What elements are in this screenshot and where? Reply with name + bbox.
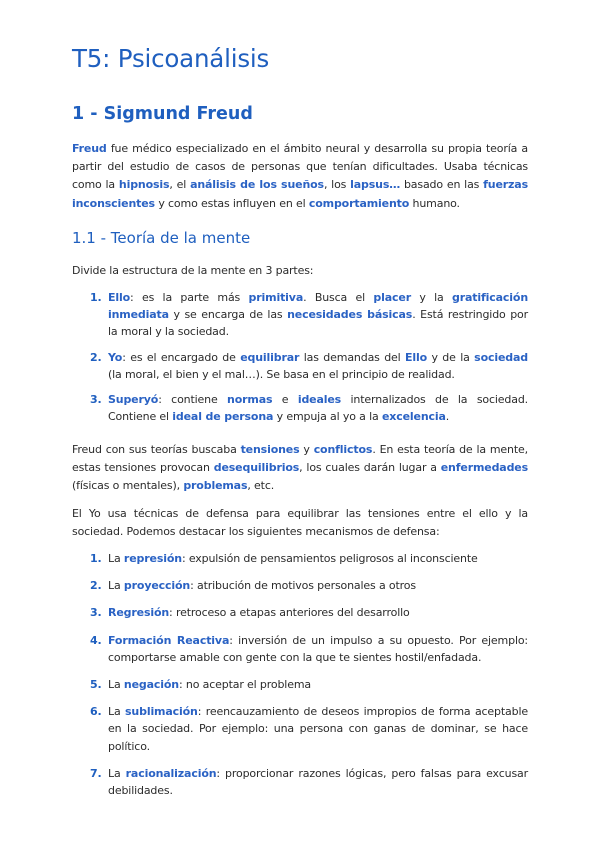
item-text: : contiene <box>158 393 228 407</box>
list-number: 2. <box>90 579 102 593</box>
term-problemas: problemas <box>183 479 248 493</box>
intro-text: basado en las <box>400 178 484 192</box>
item-text: e <box>272 393 298 407</box>
term-desequilibrios: desequilibrios <box>213 461 300 475</box>
list-item <box>72 577 528 594</box>
divide-paragraph: Divide la estructura de la mente en 3 partes: <box>72 264 314 277</box>
highlighted-term: Formación Reactiva <box>108 633 230 647</box>
list-number: 6. <box>90 705 102 719</box>
highlighted-term: ideal de persona <box>172 410 274 424</box>
term-enfermedades: enfermedades <box>440 461 529 475</box>
list-number: 4. <box>90 633 102 647</box>
term-lapsus: lapsus… <box>350 178 401 192</box>
highlighted-term: Regresión <box>108 606 170 620</box>
tension-text: (físicas o mentales), <box>72 479 184 493</box>
highlighted-term: Yo <box>108 350 123 364</box>
intro-text: y como estas influyen en el <box>154 196 309 210</box>
section-heading-sigmund-freud: 1 - Sigmund Freud <box>72 104 253 124</box>
intro-text: humano. <box>409 196 460 210</box>
item-text: : es la parte más <box>130 291 249 304</box>
highlighted-term: necesidades básicas <box>287 308 413 322</box>
highlighted-term: proyección <box>123 579 191 593</box>
term-conflictos: conflictos <box>313 443 373 456</box>
mind-parts-list <box>72 289 528 425</box>
highlighted-term: Superyó <box>108 393 159 407</box>
item-text: y la <box>411 291 453 304</box>
highlighted-term: primitiva <box>248 291 304 304</box>
section-heading-teoria-mente: 1.1 - Teoría de la mente <box>72 229 251 247</box>
term-tensiones: tensiones <box>240 443 300 456</box>
list-item <box>72 289 528 341</box>
item-text: : proporcionar razones lógicas, pero falsas para excusar debilidades. <box>108 766 528 798</box>
highlighted-term: sociedad <box>474 350 528 364</box>
item-text: y se encarga de las <box>168 308 288 322</box>
item-text: . Está restringido por la moral y la sociedad. <box>108 308 528 339</box>
highlighted-term: Ello <box>108 291 131 304</box>
item-text: . Busca el <box>303 291 374 304</box>
list-number: 2. <box>90 350 102 364</box>
list-item <box>72 349 528 383</box>
item-text: La <box>108 678 124 692</box>
page-title: T5: Psicoanálisis <box>72 44 270 73</box>
highlighted-term: placer <box>373 291 411 304</box>
intro-text: , el <box>169 178 191 192</box>
list-number: 1. <box>90 291 102 304</box>
tension-text: . En esta teoría de la mente, estas tensiones provocan <box>72 443 528 475</box>
defense-intro-paragraph: El Yo usa técnicas de defensa para equilibrar las tensiones entre el ello y la sociedad. Podemos destacar los siguientes mecanismos de defensa: <box>72 507 528 539</box>
tension-text: Freud con sus teorías buscaba <box>72 443 241 456</box>
term-fuerzas-inconscientes: fuerzas inconscientes <box>72 178 528 210</box>
item-text: La <box>108 552 124 565</box>
list-item <box>72 391 528 425</box>
highlighted-term: normas <box>227 393 273 407</box>
highlighted-term: ideales <box>297 393 342 407</box>
highlighted-term: equilibrar <box>240 350 300 364</box>
item-text: : inversión de un impulso a su opuesto. Por ejemplo: comportarse amable con gente con la que te sientes hostil/enfadada. <box>108 633 528 664</box>
tension-text: , los cuales darán lugar a <box>299 461 441 475</box>
tension-text: , etc. <box>247 479 275 493</box>
item-text: La <box>108 579 124 593</box>
highlighted-term: represión <box>123 552 182 565</box>
term-freud: Freud <box>72 142 107 155</box>
item-text: : reencauzamiento de deseos impropios de forma aceptable en la sociedad. Por ejemplo: una persona con ganas de dominar, se hace político. <box>108 705 528 753</box>
list-item <box>72 632 528 666</box>
item-text: internalizados de la sociedad. Contiene el <box>108 393 528 424</box>
item-text: las demandas del <box>299 350 406 364</box>
list-item <box>72 703 528 755</box>
highlighted-term: negación <box>123 678 179 692</box>
item-text: : expulsión de pensamientos peligrosos al inconsciente <box>181 552 478 565</box>
list-number: 3. <box>90 393 102 407</box>
item-text: La <box>108 766 126 780</box>
list-number: 7. <box>90 766 102 780</box>
highlighted-term: racionalización <box>125 766 217 780</box>
item-text: y de la <box>427 350 475 364</box>
list-item <box>72 550 528 567</box>
highlighted-term: Ello <box>405 350 428 364</box>
term-hipnosis: hipnosis <box>118 178 170 192</box>
highlighted-term: gratificación inmediata <box>108 291 528 322</box>
item-text: . <box>445 410 450 424</box>
item-text: : no aceptar el problema <box>179 678 311 692</box>
intro-text: , los <box>323 178 351 192</box>
list-number: 5. <box>90 678 102 692</box>
tension-paragraph <box>72 441 528 496</box>
defense-mechanisms-list <box>72 550 528 799</box>
item-text: La <box>108 705 126 719</box>
highlighted-term: excelencia <box>381 410 446 424</box>
term-comportamiento: comportamiento <box>308 196 410 210</box>
tension-text: y <box>299 443 314 456</box>
item-text: y empuja al yo a la <box>273 410 382 424</box>
item-text: : es el encargado de <box>122 350 241 364</box>
intro-text: fue médico especializado en el ámbito neural y desarrolla su propia teoría a partir del estudio de casos de personas que tenían dificultades. Usaba técnicas como la <box>72 142 528 192</box>
highlighted-term: sublimación <box>125 705 198 719</box>
list-item <box>72 676 528 693</box>
item-text: : retroceso a etapas anteriores del desarrollo <box>169 606 410 620</box>
item-text: : atribución de motivos personales a otros <box>190 579 416 593</box>
list-number: 3. <box>90 606 102 620</box>
term-analisis-suenos: análisis de los sueños <box>190 178 324 192</box>
intro-paragraph <box>72 140 528 213</box>
list-item <box>72 765 528 799</box>
list-item <box>72 604 528 621</box>
list-number: 1. <box>90 552 102 565</box>
item-text: (la moral, el bien y el mal…). Se basa en el principio de realidad. <box>108 367 455 381</box>
